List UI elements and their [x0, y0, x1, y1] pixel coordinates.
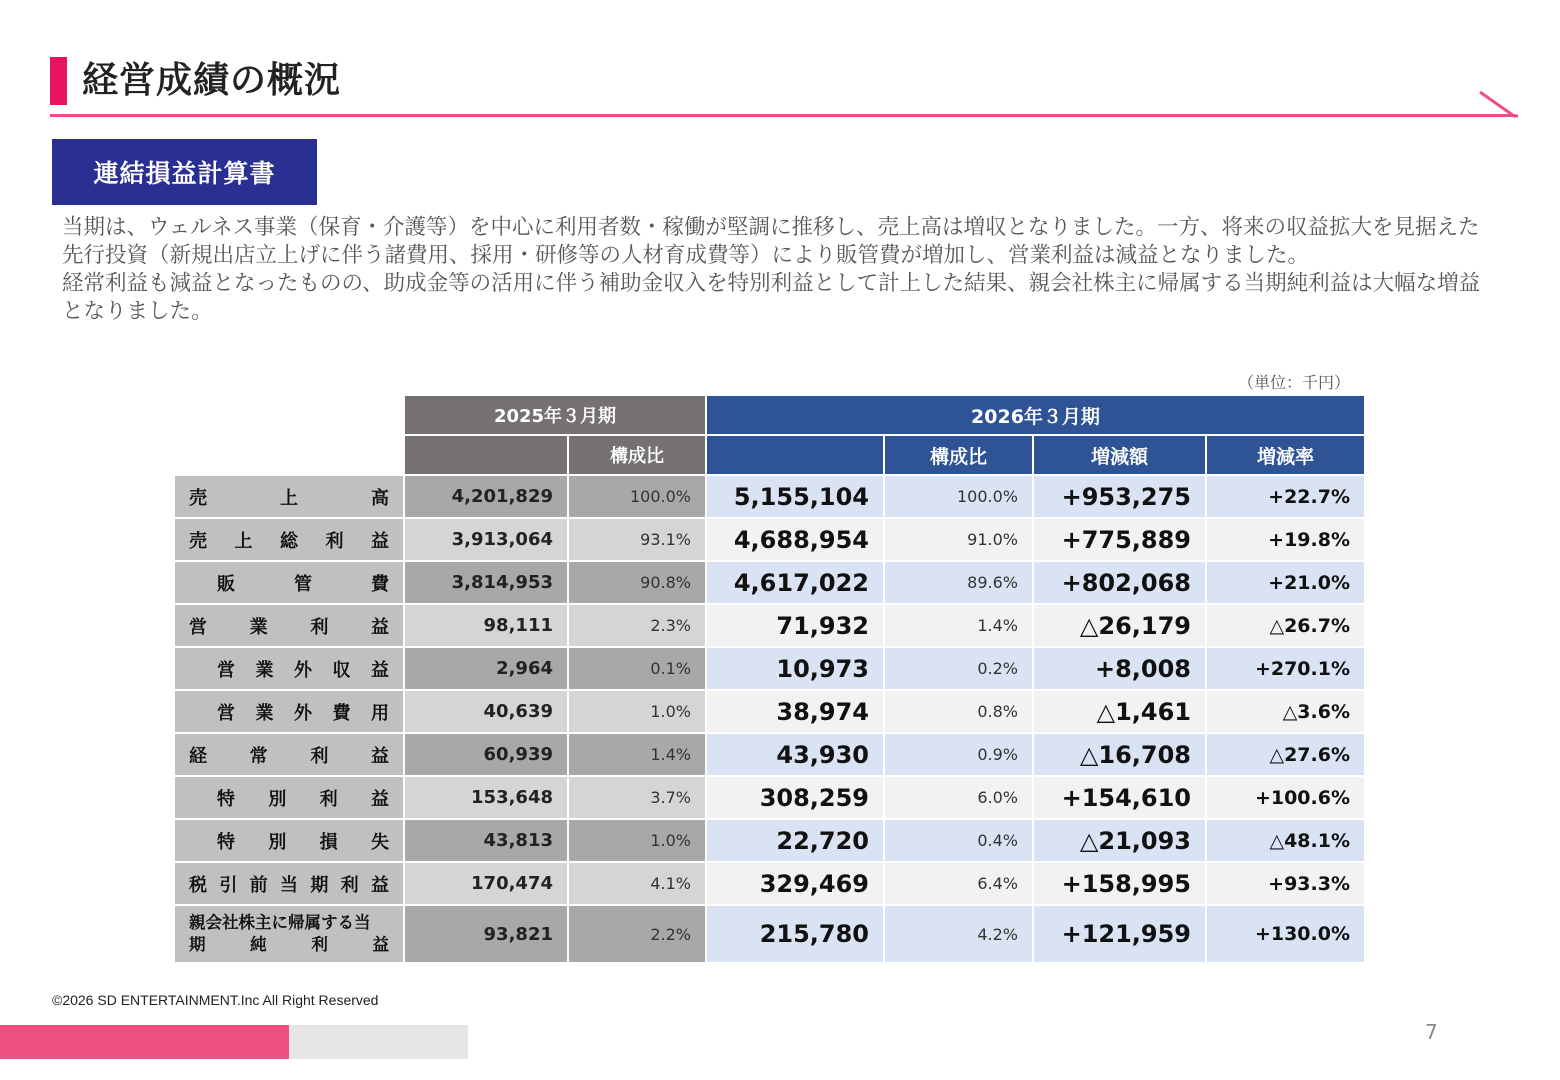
row-label: 売上高: [174, 475, 404, 518]
table-row: [174, 647, 1365, 690]
row-label-line1: 親会社株主に帰属する当: [189, 913, 371, 932]
description: [62, 214, 1482, 326]
footer-bar-pink: [0, 1025, 289, 1059]
cur-value: 43,930: [706, 733, 884, 776]
unit-note: （単位：千円）: [1238, 373, 1351, 392]
cur-value: 10,973: [706, 647, 884, 690]
diff-rate: △48.1%: [1206, 819, 1365, 862]
header-prev-period: 2025年３月期: [404, 395, 706, 435]
prev-ratio: 1.0%: [568, 819, 706, 862]
cur-ratio: 89.6%: [884, 561, 1033, 604]
section-label: 連結損益計算書: [52, 139, 317, 205]
diff-value: △1,461: [1033, 690, 1206, 733]
diff-value: +121,959: [1033, 905, 1206, 963]
diff-rate: +270.1%: [1206, 647, 1365, 690]
prev-value: 60,939: [404, 733, 568, 776]
row-label: 営業外費用: [174, 690, 404, 733]
diff-rate: +21.0%: [1206, 561, 1365, 604]
cur-value: 4,617,022: [706, 561, 884, 604]
table-row: [174, 733, 1365, 776]
copyright: ©2026 SD ENTERTAINMENT.Inc All Right Reserved: [52, 992, 379, 1008]
diff-value: △26,179: [1033, 604, 1206, 647]
prev-value: 40,639: [404, 690, 568, 733]
page-number: 7: [1425, 1020, 1438, 1044]
title-arrow-icon: [1478, 88, 1518, 120]
prev-ratio: 2.3%: [568, 604, 706, 647]
prev-ratio: 1.0%: [568, 690, 706, 733]
diff-value: △16,708: [1033, 733, 1206, 776]
prev-value: 43,813: [404, 819, 568, 862]
prev-ratio: 0.1%: [568, 647, 706, 690]
row-label: [174, 905, 404, 963]
header-cur-period: 2026年３月期: [706, 395, 1365, 435]
diff-rate: +22.7%: [1206, 475, 1365, 518]
header-blank: [174, 435, 404, 475]
cur-ratio: 0.4%: [884, 819, 1033, 862]
prev-ratio: 2.2%: [568, 905, 706, 963]
prev-ratio: 4.1%: [568, 862, 706, 905]
prev-value: 93,821: [404, 905, 568, 963]
cur-value: 5,155,104: [706, 475, 884, 518]
prev-ratio: 3.7%: [568, 776, 706, 819]
diff-value: +802,068: [1033, 561, 1206, 604]
header-prev-value: [404, 435, 568, 475]
diff-value: +154,610: [1033, 776, 1206, 819]
row-label: 売上総利益: [174, 518, 404, 561]
row-label: 経常利益: [174, 733, 404, 776]
prev-value: 4,201,829: [404, 475, 568, 518]
cur-ratio: 6.4%: [884, 862, 1033, 905]
row-label: 営業利益: [174, 604, 404, 647]
prev-value: 3,913,064: [404, 518, 568, 561]
prev-value: 170,474: [404, 862, 568, 905]
table-row: [174, 518, 1365, 561]
table-row: [174, 905, 1365, 963]
table-row: [174, 561, 1365, 604]
prev-ratio: 1.4%: [568, 733, 706, 776]
cur-value: 22,720: [706, 819, 884, 862]
diff-rate: +100.6%: [1206, 776, 1365, 819]
row-label: 営業外収益: [174, 647, 404, 690]
cur-ratio: 6.0%: [884, 776, 1033, 819]
prev-ratio: 100.0%: [568, 475, 706, 518]
prev-value: 3,814,953: [404, 561, 568, 604]
cur-ratio: 1.4%: [884, 604, 1033, 647]
diff-value: +953,275: [1033, 475, 1206, 518]
cur-value: 38,974: [706, 690, 884, 733]
diff-value: +158,995: [1033, 862, 1206, 905]
header-rate: 増減率: [1206, 435, 1365, 475]
diff-value: +8,008: [1033, 647, 1206, 690]
income-statement-table: [173, 394, 1366, 964]
diff-rate: △3.6%: [1206, 690, 1365, 733]
cur-ratio: 0.8%: [884, 690, 1033, 733]
page-title: 経営成績の概況: [82, 60, 342, 101]
cur-value: 4,688,954: [706, 518, 884, 561]
row-label: 特別損失: [174, 819, 404, 862]
row-label-line2: 期純利益: [189, 935, 389, 954]
title-underline: [50, 114, 1516, 117]
table-row: [174, 776, 1365, 819]
row-label: 販管費: [174, 561, 404, 604]
header-diff: 増減額: [1033, 435, 1206, 475]
table-row: [174, 604, 1365, 647]
table-row: [174, 475, 1365, 518]
header-cur-ratio: 構成比: [884, 435, 1033, 475]
cur-ratio: 100.0%: [884, 475, 1033, 518]
cur-value: 329,469: [706, 862, 884, 905]
footer-bar-gray: [289, 1025, 468, 1059]
diff-rate: +130.0%: [1206, 905, 1365, 963]
prev-ratio: 90.8%: [568, 561, 706, 604]
cur-value: 215,780: [706, 905, 884, 963]
row-label: 特別利益: [174, 776, 404, 819]
cur-ratio: 91.0%: [884, 518, 1033, 561]
cur-ratio: 0.2%: [884, 647, 1033, 690]
header-cur-value: [706, 435, 884, 475]
diff-rate: △27.6%: [1206, 733, 1365, 776]
title-accent-bar: [50, 57, 67, 105]
cur-value: 308,259: [706, 776, 884, 819]
diff-rate: +19.8%: [1206, 518, 1365, 561]
table-row: [174, 862, 1365, 905]
prev-value: 2,964: [404, 647, 568, 690]
cur-ratio: 0.9%: [884, 733, 1033, 776]
description-paragraph: 当期は、ウェルネス事業（保育・介護等）を中心に利用者数・稼働が堅調に推移し、売上高は増収となりました。一方、将来の収益拡大を見据えた先行投資（新規出店立上げに伴う諸費用、採用・研修等の人材育成費等）により販管費が増加し、営業利益は減益となりました。: [62, 215, 1480, 268]
prev-value: 153,648: [404, 776, 568, 819]
header-prev-ratio: 構成比: [568, 435, 706, 475]
diff-rate: +93.3%: [1206, 862, 1365, 905]
prev-value: 98,111: [404, 604, 568, 647]
diff-value: +775,889: [1033, 518, 1206, 561]
diff-rate: △26.7%: [1206, 604, 1365, 647]
header-blank: [174, 395, 404, 435]
table-row: [174, 690, 1365, 733]
cur-value: 71,932: [706, 604, 884, 647]
cur-ratio: 4.2%: [884, 905, 1033, 963]
prev-ratio: 93.1%: [568, 518, 706, 561]
diff-value: △21,093: [1033, 819, 1206, 862]
row-label: 税引前当期利益: [174, 862, 404, 905]
table-row: [174, 819, 1365, 862]
description-paragraph: 経常利益も減益となったものの、助成金等の活用に伴う補助金収入を特別利益として計上した結果、親会社株主に帰属する当期純利益は大幅な増益となりました。: [62, 271, 1481, 324]
